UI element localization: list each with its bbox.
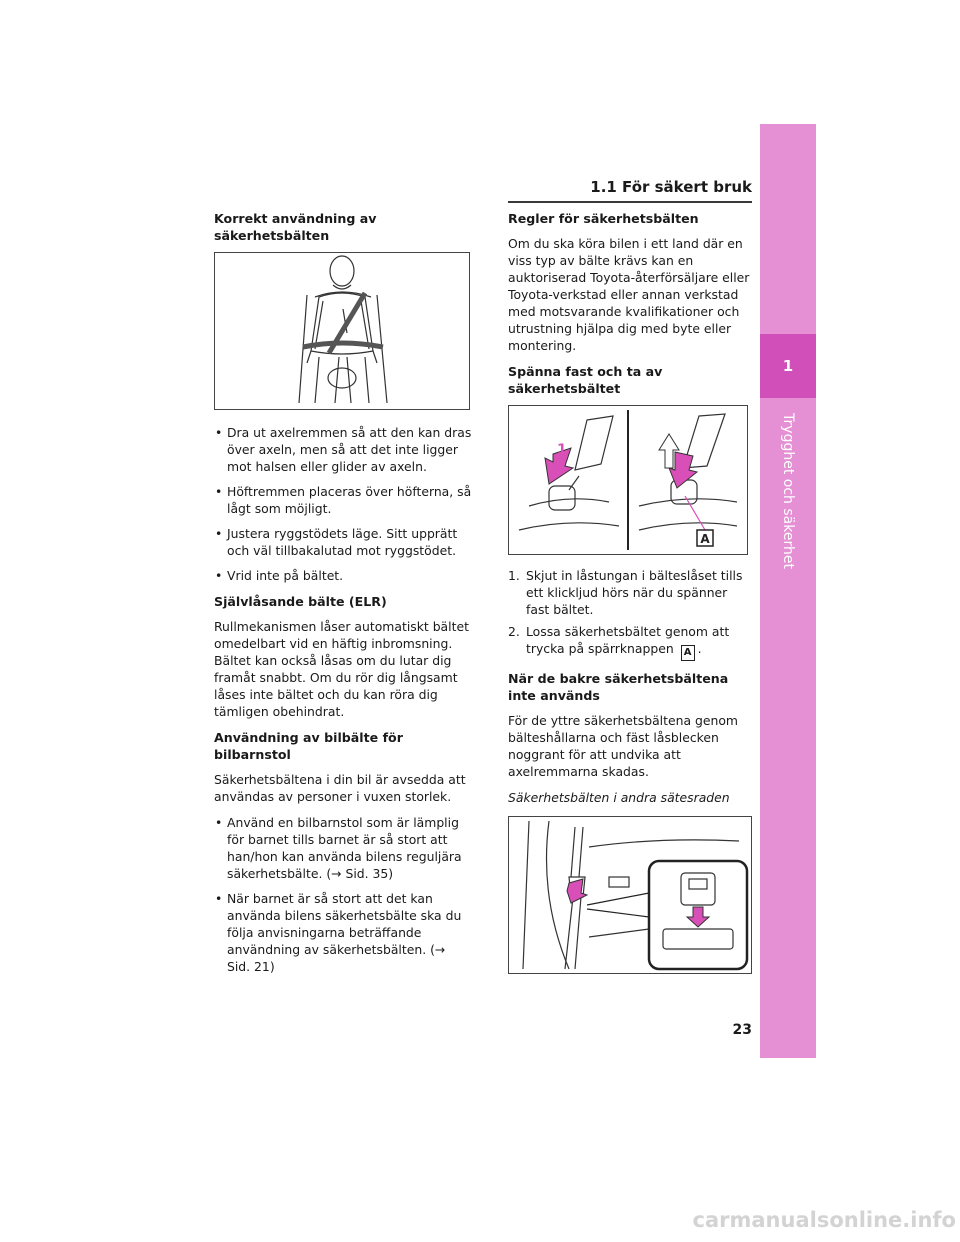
list-item: • Vrid inte på bältet. xyxy=(214,567,472,584)
step-text-end: . xyxy=(697,641,702,656)
heading-elr: Självlåsande bälte (ELR) xyxy=(214,594,387,609)
seated-person-illustration xyxy=(215,253,469,409)
note-second-row: Säkerhetsbälten i andra sätesraden xyxy=(508,790,730,805)
step-text: Skjut in låstungan i bälteslåset tills ett klickljud hörs när du spänner fast bältet. xyxy=(526,568,743,617)
figure-label-1: 1 xyxy=(557,442,567,458)
chapter-label-text: Trygghet och säkerhet xyxy=(780,413,796,569)
step-text: Lossa säkerhetsbältet genom att trycka på spärrknappen xyxy=(526,624,730,656)
child-seat-list xyxy=(214,814,472,975)
list-item: • Dra ut axelremmen så att den kan dras över axeln, men så att det inte ligger mot halsen eller glider av axeln. xyxy=(214,424,472,475)
chapter-tab xyxy=(760,124,816,1058)
chapter-label xyxy=(760,406,816,576)
correct-use-list xyxy=(214,424,472,584)
list-item: • Använd en bilbarnstol som är lämplig för barnet tills barnet är så stort att han/hon kan använda bilens reguljära säkerhetsbälte. (→ Sid. 35) xyxy=(214,814,472,882)
left-column xyxy=(214,210,472,984)
paragraph-rules: Om du ska köra bilen i ett land där en viss typ av bälte krävs kan en auktoriserad Toyota-återförsäljare eller Toyota-verkstad eller annan verkstad med motsvarande kvalifikationer och utrustning hjälpa dig med byte eller montering. xyxy=(508,236,750,353)
figure-rear-belt xyxy=(508,816,752,974)
step-number: 1. xyxy=(508,568,520,583)
heading-rules: Regler för säkerhetsbälten xyxy=(508,211,699,226)
heading-child-seat: Användning av bilbälte för bilbarnstol xyxy=(214,730,403,762)
paragraph-elr: Rullmekanismen låser automatiskt bältet omedelbart vid en häftig inbromsning. Bältet kan också låsas om du lutar dig framåt snabbt. Om du rör dig långsamt låses inte bältet och du kan röra dig tämligen obehindrat. xyxy=(214,619,469,719)
figure-seated-person xyxy=(214,252,470,410)
watermark: carmanualsonline.info xyxy=(692,1208,956,1232)
list-item xyxy=(508,623,752,661)
section-header: 1.1 För säkert bruk xyxy=(508,178,752,203)
heading-rear-belts: När de bakre säkerhetsbältena inte används xyxy=(508,671,729,703)
chapter-number: 1 xyxy=(760,334,816,398)
list-item: • Höftremmen placeras över höfterna, så lågt som möjligt. xyxy=(214,483,472,517)
figure-label-2: 2 xyxy=(679,460,689,476)
figure-buckle xyxy=(508,405,748,555)
heading-correct-use: Korrekt användning av säkerhetsbälten xyxy=(214,211,377,243)
figure-label-a: A xyxy=(700,532,710,546)
fasten-steps xyxy=(508,567,752,661)
paragraph-rear-belts: För de yttre säkerhetsbältena genom bälteshållarna och fäst låsblecken noggrant för att undvika att axelremmarna skadas. xyxy=(508,713,738,779)
paragraph-child-seat: Säkerhetsbältena i din bil är avsedda att användas av personer i vuxen storlek. xyxy=(214,772,466,804)
page-number: 23 xyxy=(732,1022,752,1038)
heading-fasten: Spänna fast och ta av säkerhetsbältet xyxy=(508,364,663,396)
list-item: • När barnet är så stort att det kan använda bilens säkerhetsbälte ska du följa anvisningarna beträffande användning av säkerhetsbälten. (→ Sid. 21) xyxy=(214,890,472,975)
step-number: 2. xyxy=(508,624,520,639)
list-item: • Justera ryggstödets läge. Sitt upprätt och väl tillbakalutad mot ryggstödet. xyxy=(214,525,472,559)
buckle-illustration xyxy=(509,406,747,554)
rear-belt-illustration xyxy=(509,817,751,973)
list-item xyxy=(508,567,752,618)
release-button-marker: A xyxy=(681,645,695,661)
right-column xyxy=(508,210,752,974)
